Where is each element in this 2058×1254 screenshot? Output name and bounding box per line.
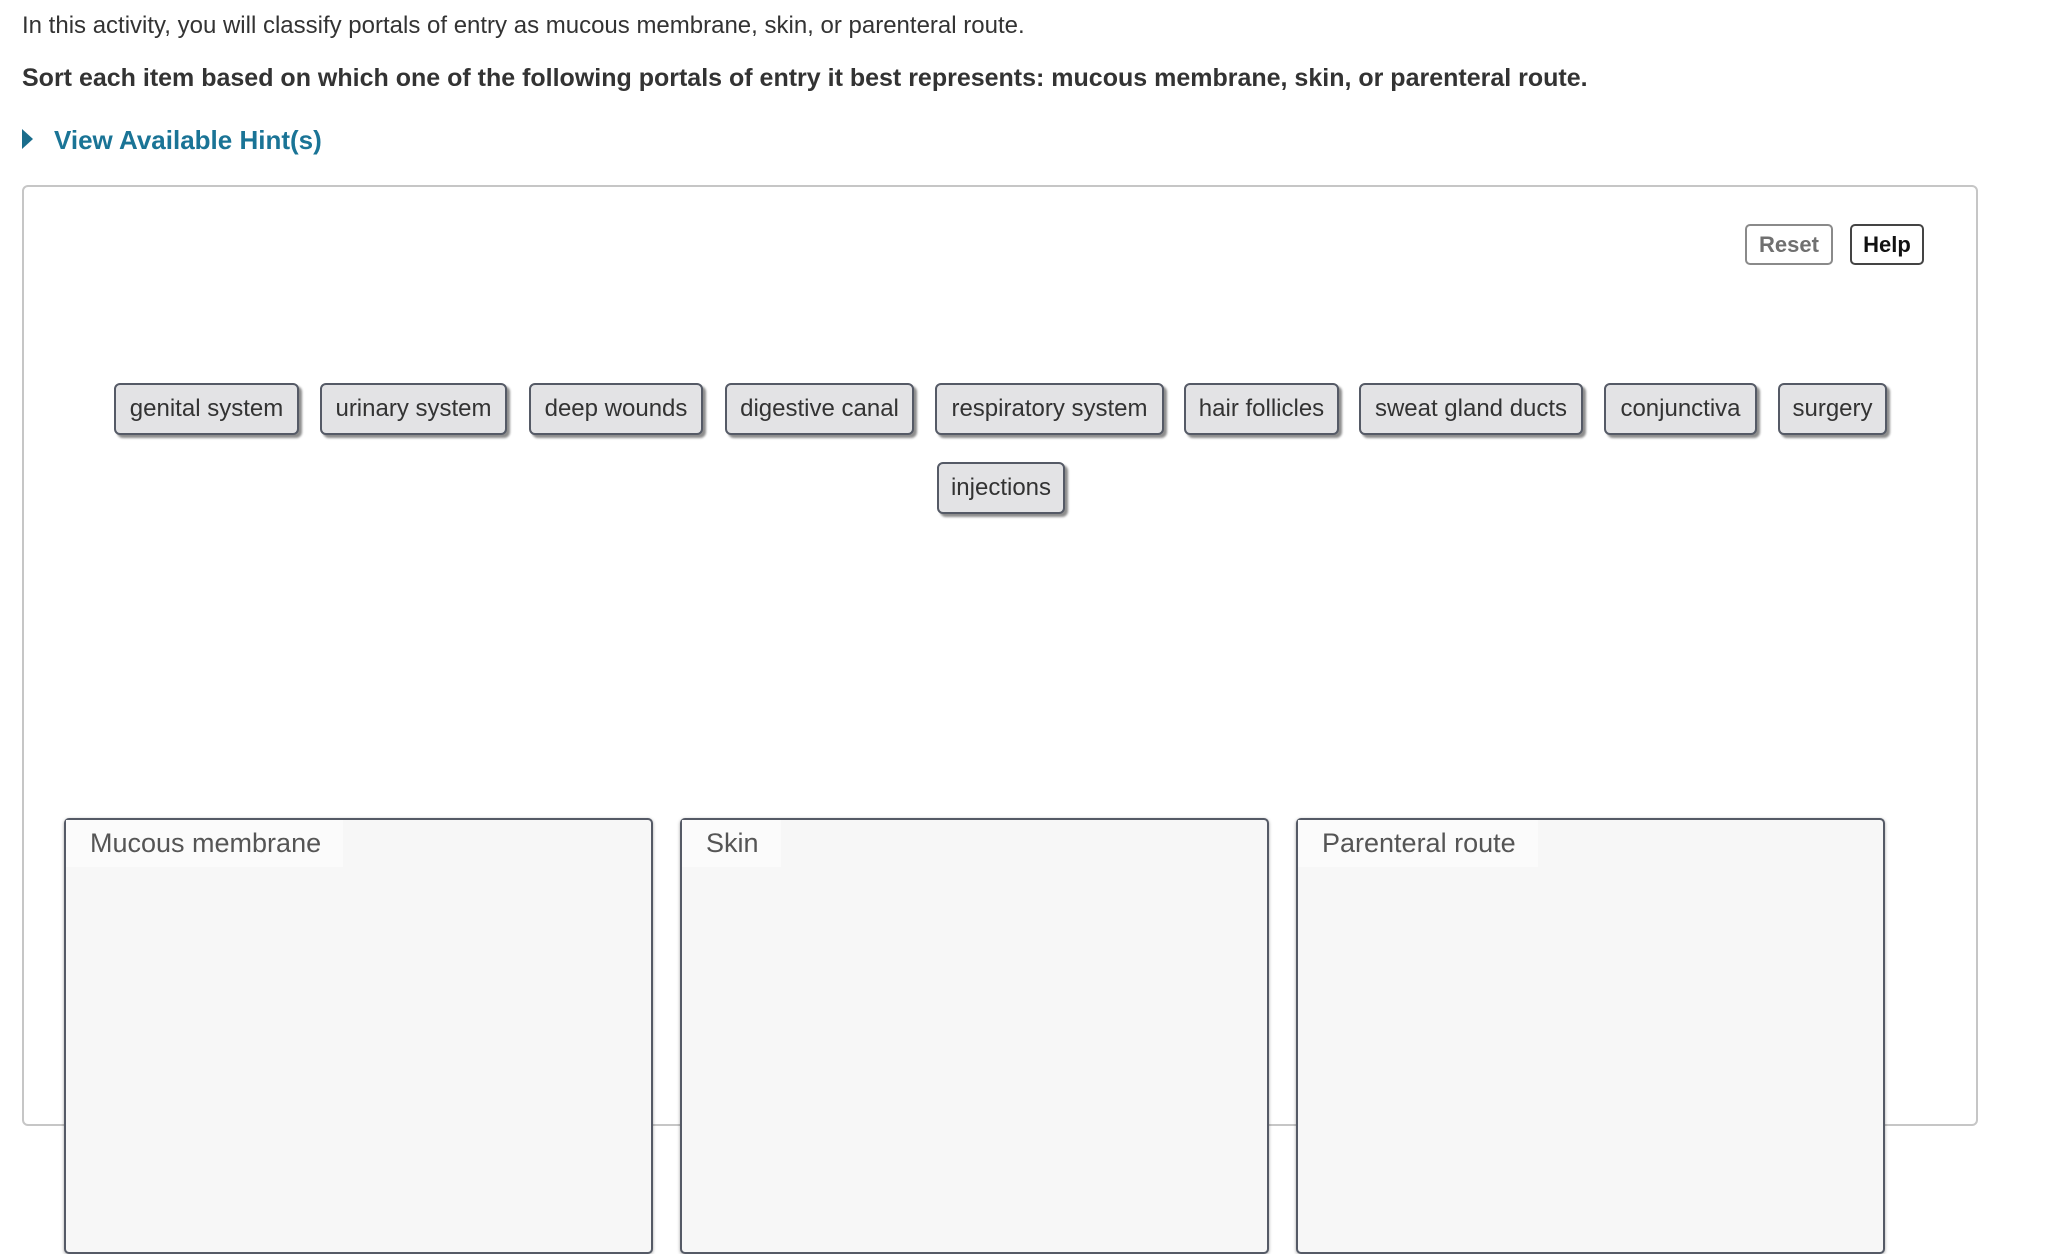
- item-tile-hair-follicles[interactable]: hair follicles: [1184, 383, 1339, 435]
- item-tile-digestive-canal[interactable]: digestive canal: [725, 383, 914, 435]
- item-tile-respiratory-system[interactable]: respiratory system: [935, 383, 1164, 435]
- item-tile-injections[interactable]: injections: [937, 462, 1065, 514]
- bin-mucous-membrane[interactable]: [64, 818, 653, 1254]
- bin-label: Skin: [682, 820, 781, 867]
- item-tile-urinary-system[interactable]: urinary system: [320, 383, 507, 435]
- reset-button[interactable]: Reset: [1745, 224, 1833, 265]
- caret-right-icon[interactable]: [22, 129, 33, 149]
- instruction-text: Sort each item based on which one of the following portals of entry it best represents: mucous membrane, skin, or parenteral route.: [22, 64, 1588, 92]
- bin-label: Parenteral route: [1298, 820, 1538, 867]
- item-tile-surgery[interactable]: surgery: [1778, 383, 1887, 435]
- help-button[interactable]: Help: [1850, 224, 1924, 265]
- view-hints-label[interactable]: View Available Hint(s): [54, 125, 322, 155]
- bin-parenteral-route[interactable]: [1296, 818, 1885, 1254]
- bin-label: Mucous membrane: [66, 820, 343, 867]
- item-tile-sweat-gland-ducts[interactable]: sweat gland ducts: [1359, 383, 1583, 435]
- item-tile-genital-system[interactable]: genital system: [114, 383, 299, 435]
- item-tile-deep-wounds[interactable]: deep wounds: [529, 383, 703, 435]
- intro-text: In this activity, you will classify portals of entry as mucous membrane, skin, or parenteral route.: [22, 12, 1025, 39]
- sorting-activity: [22, 185, 1978, 1126]
- view-hints-toggle[interactable]: [22, 125, 322, 156]
- item-tile-conjunctiva[interactable]: conjunctiva: [1604, 383, 1757, 435]
- bin-skin[interactable]: [680, 818, 1269, 1254]
